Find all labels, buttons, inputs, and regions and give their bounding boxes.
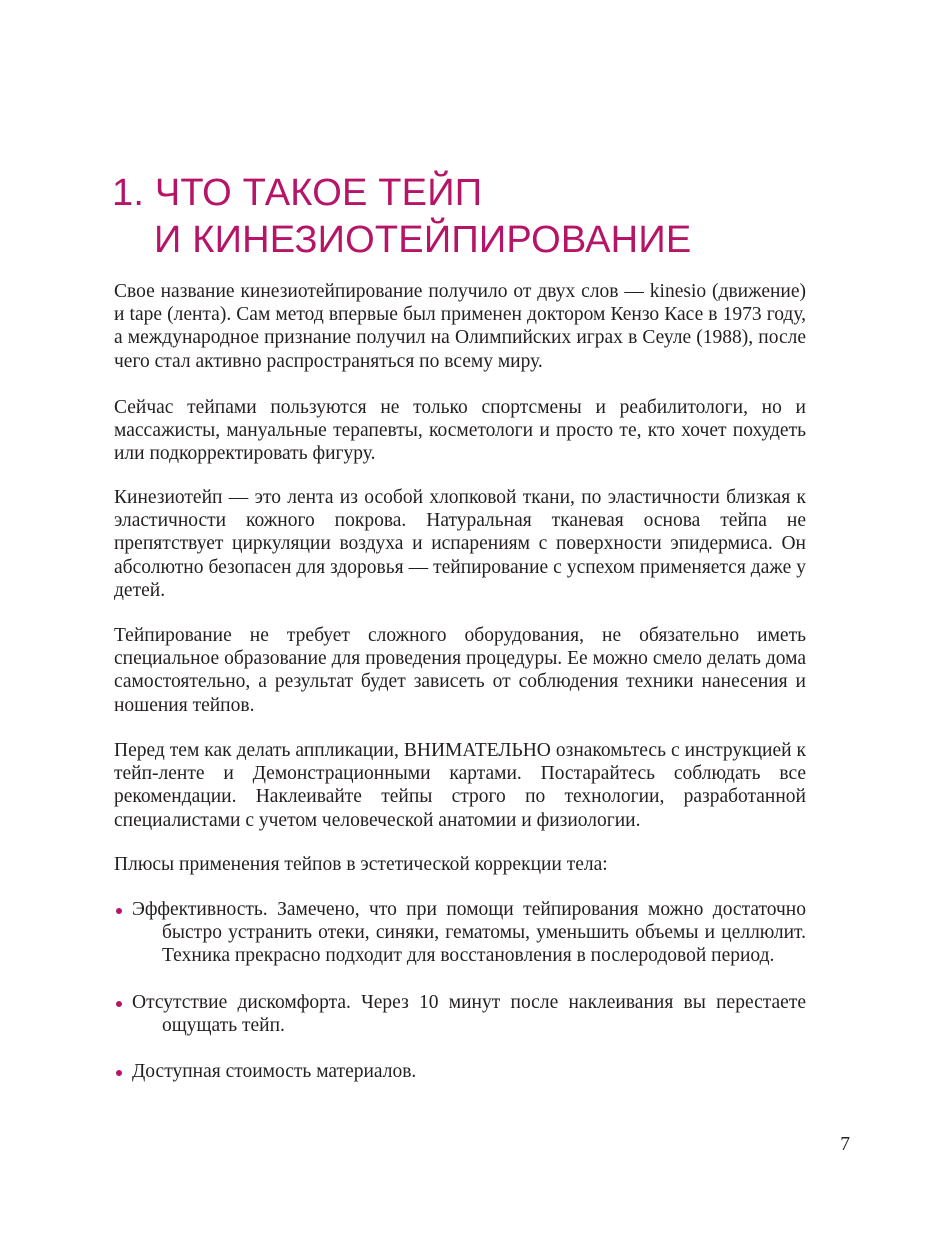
list-item-text: Эффективность. Замечено, что при помощи тейпирования можно достаточно быстро устранить отеки, синяки, гематомы, уменьшить объемы и целлюлит. Техника прекрасно подходит для восстановления в послеродовой период. xyxy=(132,899,806,967)
paragraph-benefits-intro: Плюсы применения тейпов в эстетической коррекции тела: xyxy=(114,854,608,875)
paragraph-definition: Кинезиотейп — это лента из особой хлопковой ткани, по эластичности близкая к эластичности кожного покрова. Натуральная тканевая основа тейпа не препятствует циркуляции воздуха и испарениям с поверхности эпидермиса. Он абсолютно безопасен для здоровья — тейпирование с успехом применяется даже у детей. xyxy=(114,487,806,601)
list-item xyxy=(114,898,806,968)
chapter-title-line-2: И КИНЕЗИОТЕЙПИРОВАНИЕ xyxy=(154,219,692,261)
benefits-list xyxy=(114,898,806,1083)
paragraph-origin: Свое название кинезиотейпирование получило от двух слов — kinesio (движение) и tape (лента). Сам метод впервые был применен доктором Кензо Касе в 1973 году, а международное признание получил на Олимпийских играх в Сеуле (1988), после чего стал активно распространяться по всему миру. xyxy=(114,281,806,372)
list-item-text: Доступная стоимость материалов. xyxy=(132,1061,417,1083)
bullet-icon xyxy=(116,1070,122,1076)
paragraph-instructions: Перед тем как делать аппликации, ВНИМАТЕЛЬНО ознакомьтесь с инструкцией к тейп-ленте и Демонстрационными картами. Постарайтесь соблюдать все рекомендации. Наклеивайте тейпы строго по технологии, разработанной специалистами с учетом человеческой анатомии и физиологии. xyxy=(114,740,806,831)
list-item-text: Отсутствие дискомфорта. Через 10 минут после наклеивания вы перестаете ощущать тейп. xyxy=(132,991,806,1036)
paragraph-equipment: Тейпирование не требует сложного оборудования, не обязательно иметь специальное образование для проведения процедуры. Ее можно смело делать дома самостоятельно, а результат будет зависеть от соблюдения техники нанесения и ношения тейпов. xyxy=(114,625,806,716)
chapter-title xyxy=(112,170,691,264)
list-item xyxy=(114,1060,806,1083)
paragraph-users: Сейчас тейпами пользуются не только спортсмены и реабилитологи, но и массажисты, мануальные терапевты, косметологи и просто те, кто хочет похудеть или подкорректировать фигуру. xyxy=(114,397,806,465)
bullet-icon xyxy=(116,1001,122,1007)
page-number: 7 xyxy=(840,1134,850,1155)
list-item xyxy=(114,991,806,1037)
bullet-icon xyxy=(116,908,122,914)
chapter-title-line-1: 1. ЧТО ТАКОЕ ТЕЙП xyxy=(112,172,483,214)
